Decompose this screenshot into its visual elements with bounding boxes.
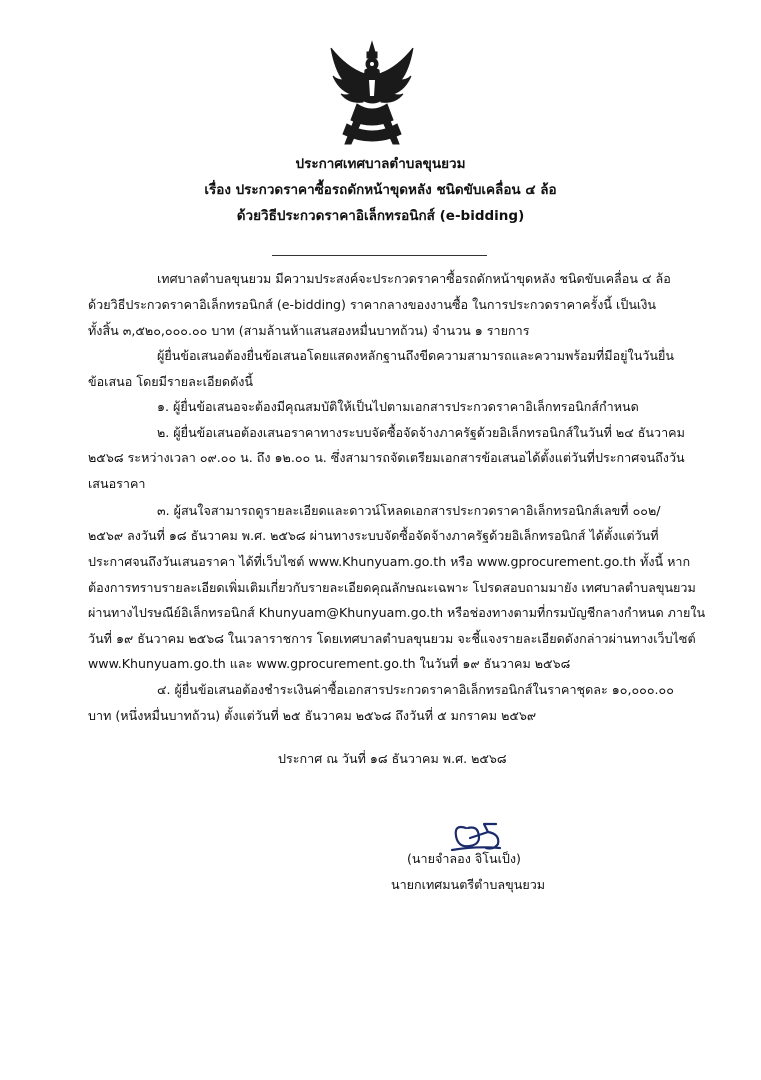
list-item: ๔. ผู้ยื่นข้อเสนอต้องชำระเงินค่าซื้อเอกสารประกวดราคาอิเล็กทรอนิกส์ในราคาชุดละ ๑๐,๐๐๐.๐๐ xyxy=(157,682,674,697)
header-subject: เรื่อง ประกวดราคาซื้อรถดักหน้าขุดหลัง ชนิดขับเคลื่อน ๔ ล้อ xyxy=(204,182,557,198)
body-line: ผ่านทางไปรษณีย์อิเล็กทรอนิกส์ Khunyuam@Khunyuam.go.th หรือช่องทางตามที่กรมบัญชีกลางกำหนด ภายใน xyxy=(88,605,706,620)
header-method: ด้วยวิธีประกวดราคาอิเล็กทรอนิกส์ (e-bidding) xyxy=(236,208,525,224)
body-line: ๒๕๖๘ ระหว่างเวลา ๐๙.๐๐ น. ถึง ๑๒.๐๐ น. ซึ่งสามารถจัดเตรียมเอกสารข้อเสนอได้ตั้งแต่วันที่ประกาศจนถึงวัน xyxy=(88,450,685,465)
header-title: ประกาศเทศบาลตำบลขุนยวม xyxy=(295,156,466,172)
body-line: ทั้งสิ้น ๓,๕๒๐,๐๐๐.๐๐ บาท (สามล้านห้าแสนสองหมื่นบาทถ้วน) จำนวน ๑ รายการ xyxy=(88,323,530,338)
signature-icon xyxy=(448,818,504,854)
body-line: วันที่ ๑๙ ธันวาคม ๒๕๖๘ ในเวลาราชการ โดยเทศบาลตำบลขุนยวม จะชี้แจงรายละเอียดดังกล่าวผ่านทางเว็บไซต์ xyxy=(88,631,696,646)
body-line: ต้องการทราบรายละเอียดเพิ่มเติมเกี่ยวกับรายละเอียดคุณลักษณะเฉพาะ โปรดสอบถามมายัง เทศบาลตำบลขุนยวม xyxy=(88,580,696,595)
signer-title: นายกเทศมนตรีตำบลขุนยวม xyxy=(391,877,546,892)
list-item: ๓. ผู้สนใจสามารถดูรายละเอียดและดาวน์โหลดเอกสารประกวดราคาอิเล็กทรอนิกส์เลขที่ ๐๐๒/ xyxy=(157,503,661,518)
body-line: ด้วยวิธีประกวดราคาอิเล็กทรอนิกส์ (e-bidding) ราคากลางของงานซื้อ ในการประกวดราคาครั้งนี้ เป็นเงิน xyxy=(88,297,656,312)
list-item: ๒. ผู้ยื่นข้อเสนอต้องเสนอราคาทางระบบจัดซื้อจัดจ้างภาครัฐด้วยอิเล็กทรอนิกส์ในวันที่ ๒๔ ธันวาคม xyxy=(157,425,685,440)
body-line: ข้อเสนอ โดยมีรายละเอียดดังนี้ xyxy=(88,374,254,389)
garuda-emblem-icon xyxy=(327,40,417,150)
body-line: ประกาศจนถึงวันเสนอราคา ได้ที่เว็บไซต์ www.Khunyuam.go.th หรือ www.gprocurement.go.th ทั้งนี้ หาก xyxy=(88,554,691,569)
header-divider xyxy=(272,255,487,256)
body-line: ๒๕๖๙ ลงวันที่ ๑๘ ธันวาคม พ.ศ. ๒๕๖๘ ผ่านทางระบบจัดซื้อจัดจ้างภาครัฐด้วยอิเล็กทรอนิกส์ ได้ตั้งแต่วันที่ xyxy=(88,528,659,543)
body-line: เทศบาลตำบลขุนยวม มีความประสงค์จะประกวดราคาซื้อรถดักหน้าขุดหลัง ชนิดขับเคลื่อน ๔ ล้อ xyxy=(157,271,671,286)
announce-date: ประกาศ ณ วันที่ ๑๘ ธันวาคม พ.ศ. ๒๕๖๘ xyxy=(278,751,507,766)
body-line: ผู้ยื่นข้อเสนอต้องยื่นข้อเสนอโดยแสดงหลักฐานถึงขีดความสามารถและความพร้อมที่มีอยู่ในวันยื่น xyxy=(157,348,674,363)
signer-name: (นายจำลอง จิโนเป็ง) xyxy=(407,851,521,866)
body-line: บาท (หนึ่งหมื่นบาทถ้วน) ตั้งแต่วันที่ ๒๕ ธันวาคม ๒๕๖๘ ถึงวันที่ ๕ มกราคม ๒๕๖๙ xyxy=(88,708,537,723)
list-item: ๑. ผู้ยื่นข้อเสนอจะต้องมีคุณสมบัติให้เป็นไปตามเอกสารประกวดราคาอิเล็กทรอนิกส์กำหนด xyxy=(157,399,639,414)
body-line: www.Khunyuam.go.th และ www.gprocurement.go.th ในวันที่ ๑๙ ธันวาคม ๒๕๖๘ xyxy=(88,656,571,671)
body-line: เสนอราคา xyxy=(88,476,146,491)
